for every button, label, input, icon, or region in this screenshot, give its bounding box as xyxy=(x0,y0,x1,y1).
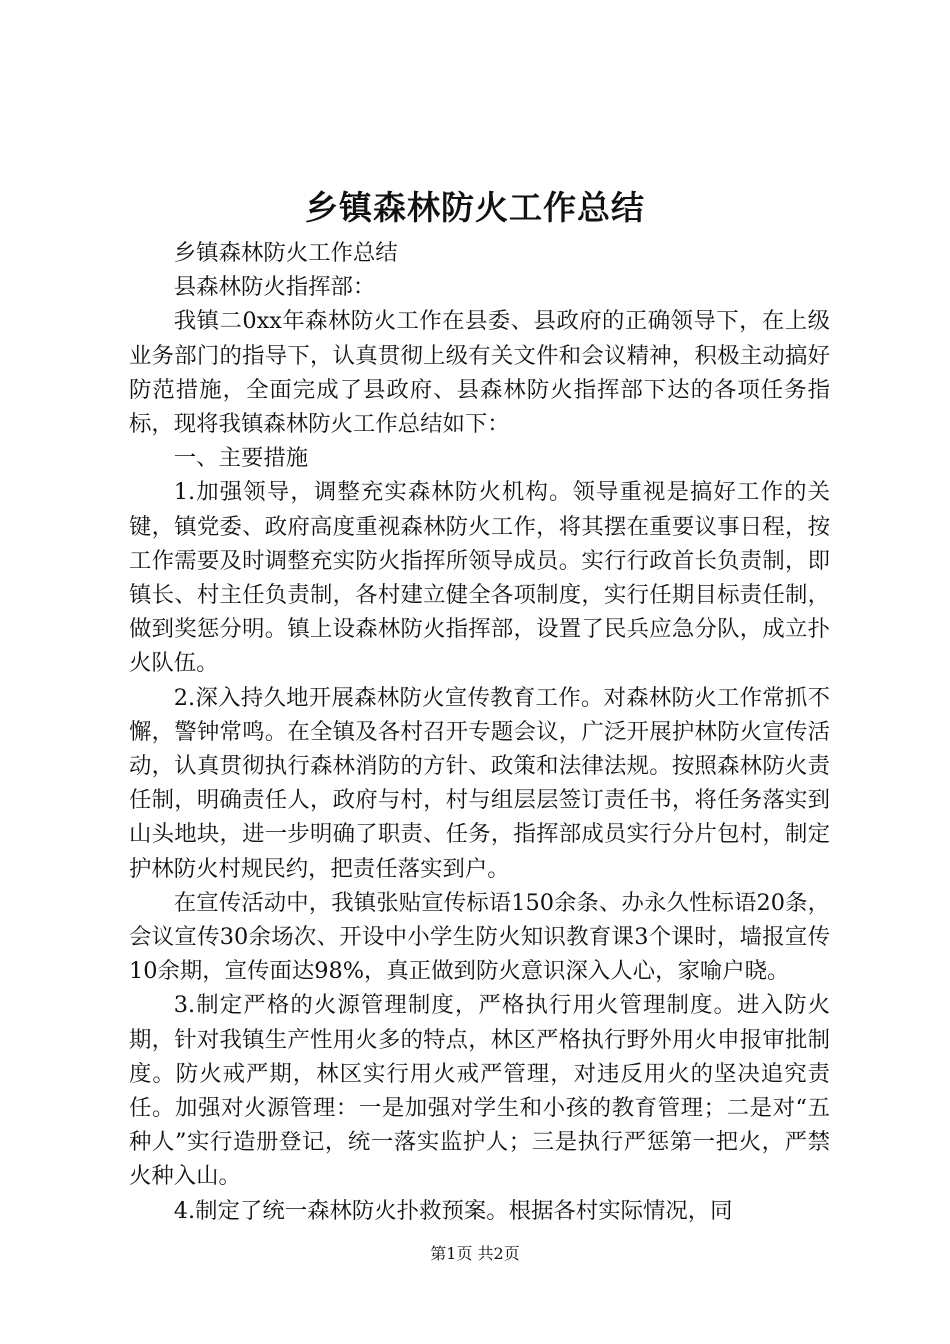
page-number-footer: 第1页 共2页 xyxy=(430,1244,520,1263)
paragraph-heading-repeat: 乡镇森林防火工作总结 xyxy=(173,240,398,266)
paragraph-item-1: 1.加强领导，调整充实森林防火机构。领导重视是搞好工作的关键，镇党委、政府高度重视森林防火工作，将其摆在重要议事日程，按工作需要及时调整充实防火指挥所领导成员。实行行政首长负责制，即镇长、村主任负责制，各村建立健全各项制度，实行任期目标责任制，做到奖惩分明。镇上设森林防火指挥部，设置了民兵应急分队，成立扑火队伍。 xyxy=(129,479,830,677)
paragraph-item-4: 4.制定了统一森林防火扑救预案。根据各村实际情况，同 xyxy=(173,1197,733,1224)
paragraph-item-2: 2.深入持久地开展森林防火宣传教育工作。对森林防火工作常抓不懈，警钟常鸣。在全镇及各村召开专题会议，广泛开展护林防火宣传活动，认真贯彻执行森林消防的方针、政策和法律法规。按照森林防火责任制，明确责任人，政府与村，村与组层层签订责任书，将任务落实到山头地块，进一步明确了职责、任务，指挥部成员实行分片包村，制定护林防火村规民约，把责任落实到户。 xyxy=(129,684,830,882)
paragraph-intro: 我镇二0xx年森林防火工作在县委、县政府的正确领导下，在上级业务部门的指导下，认真贯彻上级有关文件和会议精神，积极主动搞好防范措施，全面完成了县政府、县森林防火指挥部下达的各项任务指标，现将我镇森林防火工作总结如下： xyxy=(129,308,830,438)
document-title: 乡镇森林防火工作总结 xyxy=(305,188,645,227)
paragraph-publicity: 在宣传活动中，我镇张贴宣传标语150余条、办永久性标语20条，会议宣传30余场次、开设中小学生防火知识教育课3个课时，墙报宣传10余期，宣传面达98%，真正做到防火意识深入人心，家喻户晓。 xyxy=(129,889,830,985)
paragraph-addressee: 县森林防火指挥部： xyxy=(173,274,376,301)
document-body xyxy=(129,236,830,1228)
paragraph-section-heading: 一、主要措施 xyxy=(173,445,309,472)
paragraph-item-3: 3.制定严格的火源管理制度，严格执行用火管理制度。进入防火期，针对我镇生产性用火多的特点，林区严格执行野外用火申报审批制度。防火戒严期，林区实行用火戒严管理，对违反用火的坚决追究责任。加强对火源管理：一是加强对学生和小孩的教育管理；二是对“五种人”实行造册登记，统一落实监护人；三是执行严惩第一把火，严禁火种入山。 xyxy=(129,992,830,1190)
